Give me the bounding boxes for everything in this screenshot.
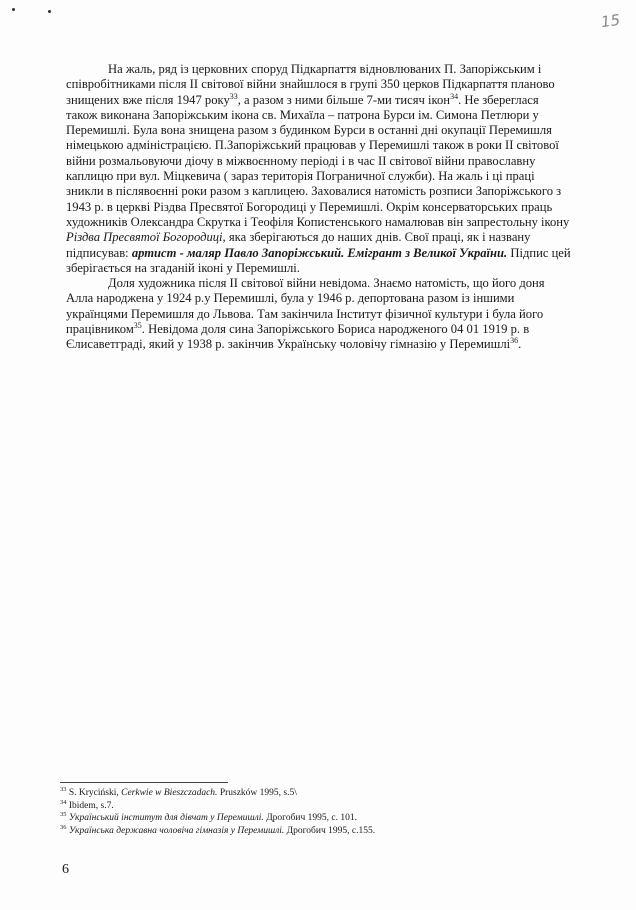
footnote-ref-34[interactable]: 34 (450, 91, 459, 101)
paragraph-2: Доля художника після II світової війни невідома. Знаємо натомість, що його доня Алла народжена у 1924 р.у Перемишлі, була у 1946 р. депортована разом із іншими українцями Перемишля до Львова. Там закінчила Інститут фізичної культури і була його працівником$^{35}$. Невідома доля сина Запоріжського Бориса народженого 04 01 1919 р. в Єлисаветграді, який у 1938 р. закінчив Українську чоловічу гімназію у Перемишлі$^{36}$. (66, 276, 545, 352)
footnote-35: $^{35}$ Український інститут для дівчат у Перемишлі. Дрогобич 1995, с. 101. (60, 810, 357, 823)
footnote-ref-36[interactable]: 36 (510, 336, 519, 346)
icon-title: Різдва Пресвятої Богородиці, (66, 230, 226, 245)
footnote-ref-35[interactable]: 35 (133, 320, 142, 330)
handwritten-page-mark: 15 (599, 10, 622, 32)
footnote-divider (60, 782, 228, 783)
scan-speck (12, 8, 15, 11)
footnote-33: $^{33}$ S. Kryciński, Cerkwie w Bieszczadach. Pruszków 1995, s.5\ (60, 785, 297, 798)
scan-speck (48, 10, 51, 13)
artist-signature: артист - маляр Павло Запоріжський. Емігрант з Великої України. (131, 245, 508, 260)
footnote-36: $^{36}$ Українська державна чоловіча гімназія у Перемишлі. Дрогобич 1995, с.155. (60, 823, 376, 836)
page-number: 6 (62, 862, 69, 877)
footnote-34: $^{34}$ Ibidem, s.7. (60, 798, 114, 811)
main-text (66, 62, 572, 353)
paragraph-1: На жаль, ряд із церковних споруд Підкарпаття відновлюваних П. Запоріжським і співробітниками після II світової війни знайшлося в групі 350 церков Підкарпаття планово знищених вже після 1947 року$^{33}$, а разом з ними більше 7-ми тисяч ікон$^{34}$. Не збереглася також виконана Запоріжським ікона св. Михаїла – патрона Бурси ім. Симона Петлюри у Перемишлі. Була вона знищена разом з будинком Бурси в останні дні окупації Перемишля німецькою адміністрацією. П.Запоріжський працював у Перемишлі також в роки II світової війни розмальовуючи діочу в міжвоєнному періоді і в час II світової війни православну каплицю при вул. Міцкевича ( зараз територія Пограничної служби). На жаль і ці праці зникли в післявоєнні роки разом з каплицею. Заховалися натомість розписи Запоріжського з 1943 р. в церкві Різдва Пресвятої Богородиці у Перемишлі. Окрім консерваторських праць художників Олександра Скрутка і Теофіля Копистенського намалював він запрестольну ікону Різдва Пресвятої Богородиці, яка зберігаються до наших днів. Свої праці, як і названу підписував: артист - маляр Павло Запоріжський. Емігрант з Великої України. Підпис цей зберігається на згаданій іконі у Перемишлі. (66, 62, 571, 275)
footnotes (60, 782, 580, 837)
footnote-ref-33[interactable]: 33 (229, 91, 238, 101)
